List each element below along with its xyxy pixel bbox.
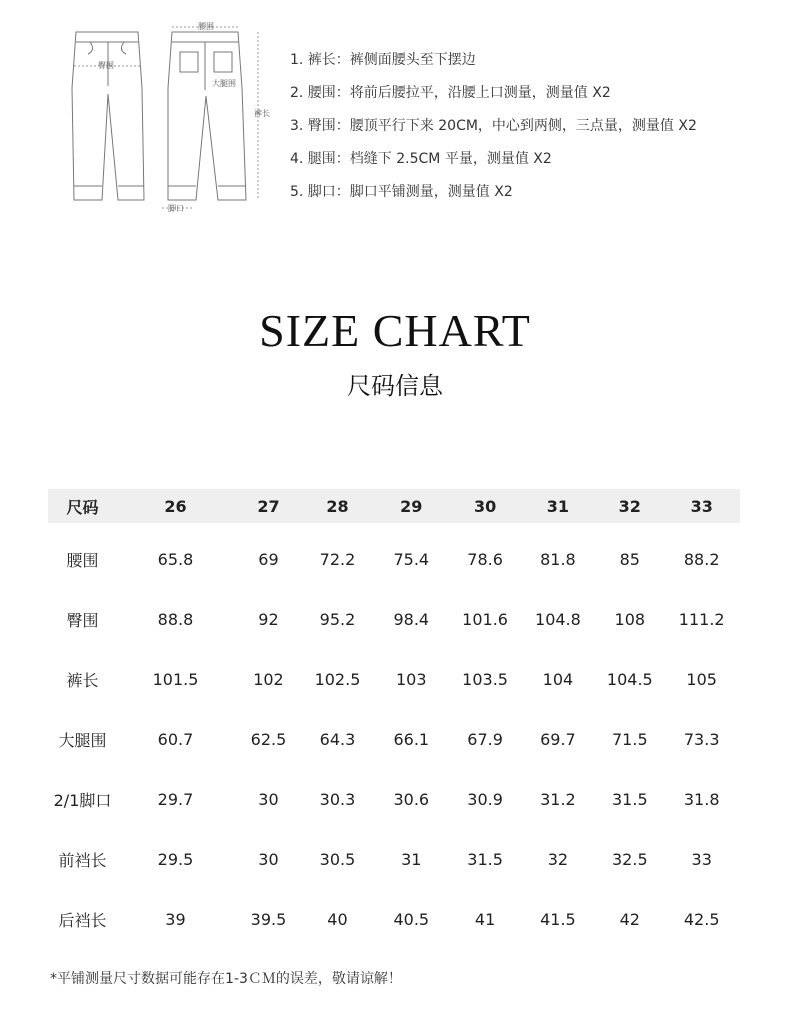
table-cell: 98.4 [393,609,430,629]
header-cell: 31 [546,496,570,516]
table-cell: 39.5 [250,909,287,929]
table-cell: 31.2 [540,789,576,809]
table-cell: 88.2 [683,549,720,569]
table-cell: 85 [619,549,640,569]
row-label: 前裆长 [58,850,107,870]
table-cell: 41 [474,909,496,929]
table-cell: 72.2 [319,549,356,569]
header-cell: 29 [400,496,423,516]
table-cell: 88.8 [157,609,194,629]
table-cell: 104 [542,669,574,689]
measure-note: 4. 腿围：档缝下 2.5CM 平量，测量值 X2 [290,151,552,167]
table-cell: 101.6 [462,609,508,629]
measure-note: 5. 脚口：脚口平铺测量，测量值 X2 [290,184,513,200]
table-cell: 60.7 [157,729,194,749]
table-cell: 104.5 [606,669,653,689]
table-cell: 31.8 [683,789,720,809]
table-cell: 29.5 [157,849,194,869]
row-label: 大腿围 [58,730,107,750]
table-row [48,889,740,949]
table-row [48,649,740,709]
measure-note: 2. 腰围：将前后腰拉平，沿腰上口测量，测量值 X2 [290,85,611,101]
waist-label: 腰围 [198,22,214,31]
table-cell: 92 [258,609,279,629]
table-cell: 32.5 [612,849,648,869]
table-cell: 33 [691,849,712,869]
table-cell: 41.5 [540,909,576,929]
size-table [48,489,740,949]
table-cell: 30 [258,849,279,869]
table-cell: 42.5 [683,909,720,929]
pants-measurement-diagram [62,18,292,218]
header-cell: 27 [257,496,280,516]
table-cell: 30.5 [319,849,356,869]
table-cell: 40.5 [393,909,430,929]
table-cell: 69 [258,549,279,569]
table-cell: 69.7 [540,729,576,749]
table-row [48,769,740,829]
pants-front-view [72,32,144,200]
header-cell: 26 [164,496,187,516]
size-chart-subtitle: 尺码信息 [347,372,443,400]
table-cell: 39 [165,909,186,929]
table-row [48,829,740,889]
hip-label: 臀围 [98,61,114,70]
table-cell: 103.5 [462,669,508,689]
row-label: 后裆长 [58,910,107,930]
row-label: 裤长 [66,670,99,690]
table-cell: 31 [401,849,422,869]
table-cell: 104.8 [535,609,581,629]
table-row [48,709,740,769]
table-cell: 32 [547,849,569,869]
table-cell: 103 [396,669,427,689]
table-row [48,589,740,649]
table-cell: 67.9 [467,729,503,749]
row-label: 2/1脚口 [53,790,112,810]
header-cell: 30 [473,496,497,516]
table-cell: 31.5 [467,849,503,869]
header-cell: 32 [618,496,641,516]
table-cell: 95.2 [319,609,356,629]
table-cell: 40 [327,909,348,929]
table-header-row [48,489,740,523]
table-cell: 29.7 [157,789,194,809]
table-cell: 31.5 [612,789,648,809]
table-row [48,529,740,589]
table-cell: 66.1 [393,729,430,749]
hem-label: 脚口 [168,204,184,213]
table-cell: 102.5 [314,669,361,689]
header-cell: 28 [326,496,349,516]
table-cell: 108 [614,609,646,629]
table-cell: 111.2 [678,609,725,629]
table-cell: 42 [619,909,640,929]
table-cell: 62.5 [250,729,287,749]
table-cell: 78.6 [467,549,503,569]
table-cell: 101.5 [152,669,199,689]
table-cell: 30.9 [467,789,503,809]
measure-note: 1. 裤长：裤侧面腰头至下摆边 [290,52,476,68]
table-cell: 71.5 [612,729,648,749]
measurement-disclaimer: *平铺测量尺寸数据可能存在1-3ＣＭ的误差，敬请谅解！ [50,971,402,987]
pants-back-view [168,32,246,200]
header-cell: 33 [690,496,713,516]
table-cell: 105 [686,669,717,689]
table-cell: 30.6 [393,789,430,809]
table-cell: 64.3 [319,729,356,749]
thigh-label: 大腿围 [212,79,236,88]
measure-note: 3. 臀围：腰顶平行下来 20CM，中心到两侧，三点量，测量值 X2 [290,118,697,134]
table-cell: 81.8 [540,549,576,569]
table-cell: 75.4 [393,549,430,569]
table-cell: 102 [253,669,284,689]
length-label: 裤长 [254,109,270,118]
size-chart-title: SIZE CHART [259,305,531,356]
table-cell: 65.8 [157,549,194,569]
table-cell: 30 [258,789,279,809]
table-cell: 73.3 [683,729,720,749]
header-cell: 尺码 [66,497,99,517]
row-label: 腰围 [66,550,99,570]
row-label: 臀围 [66,610,99,630]
table-cell: 30.3 [319,789,356,809]
measurement-notes [290,48,697,213]
